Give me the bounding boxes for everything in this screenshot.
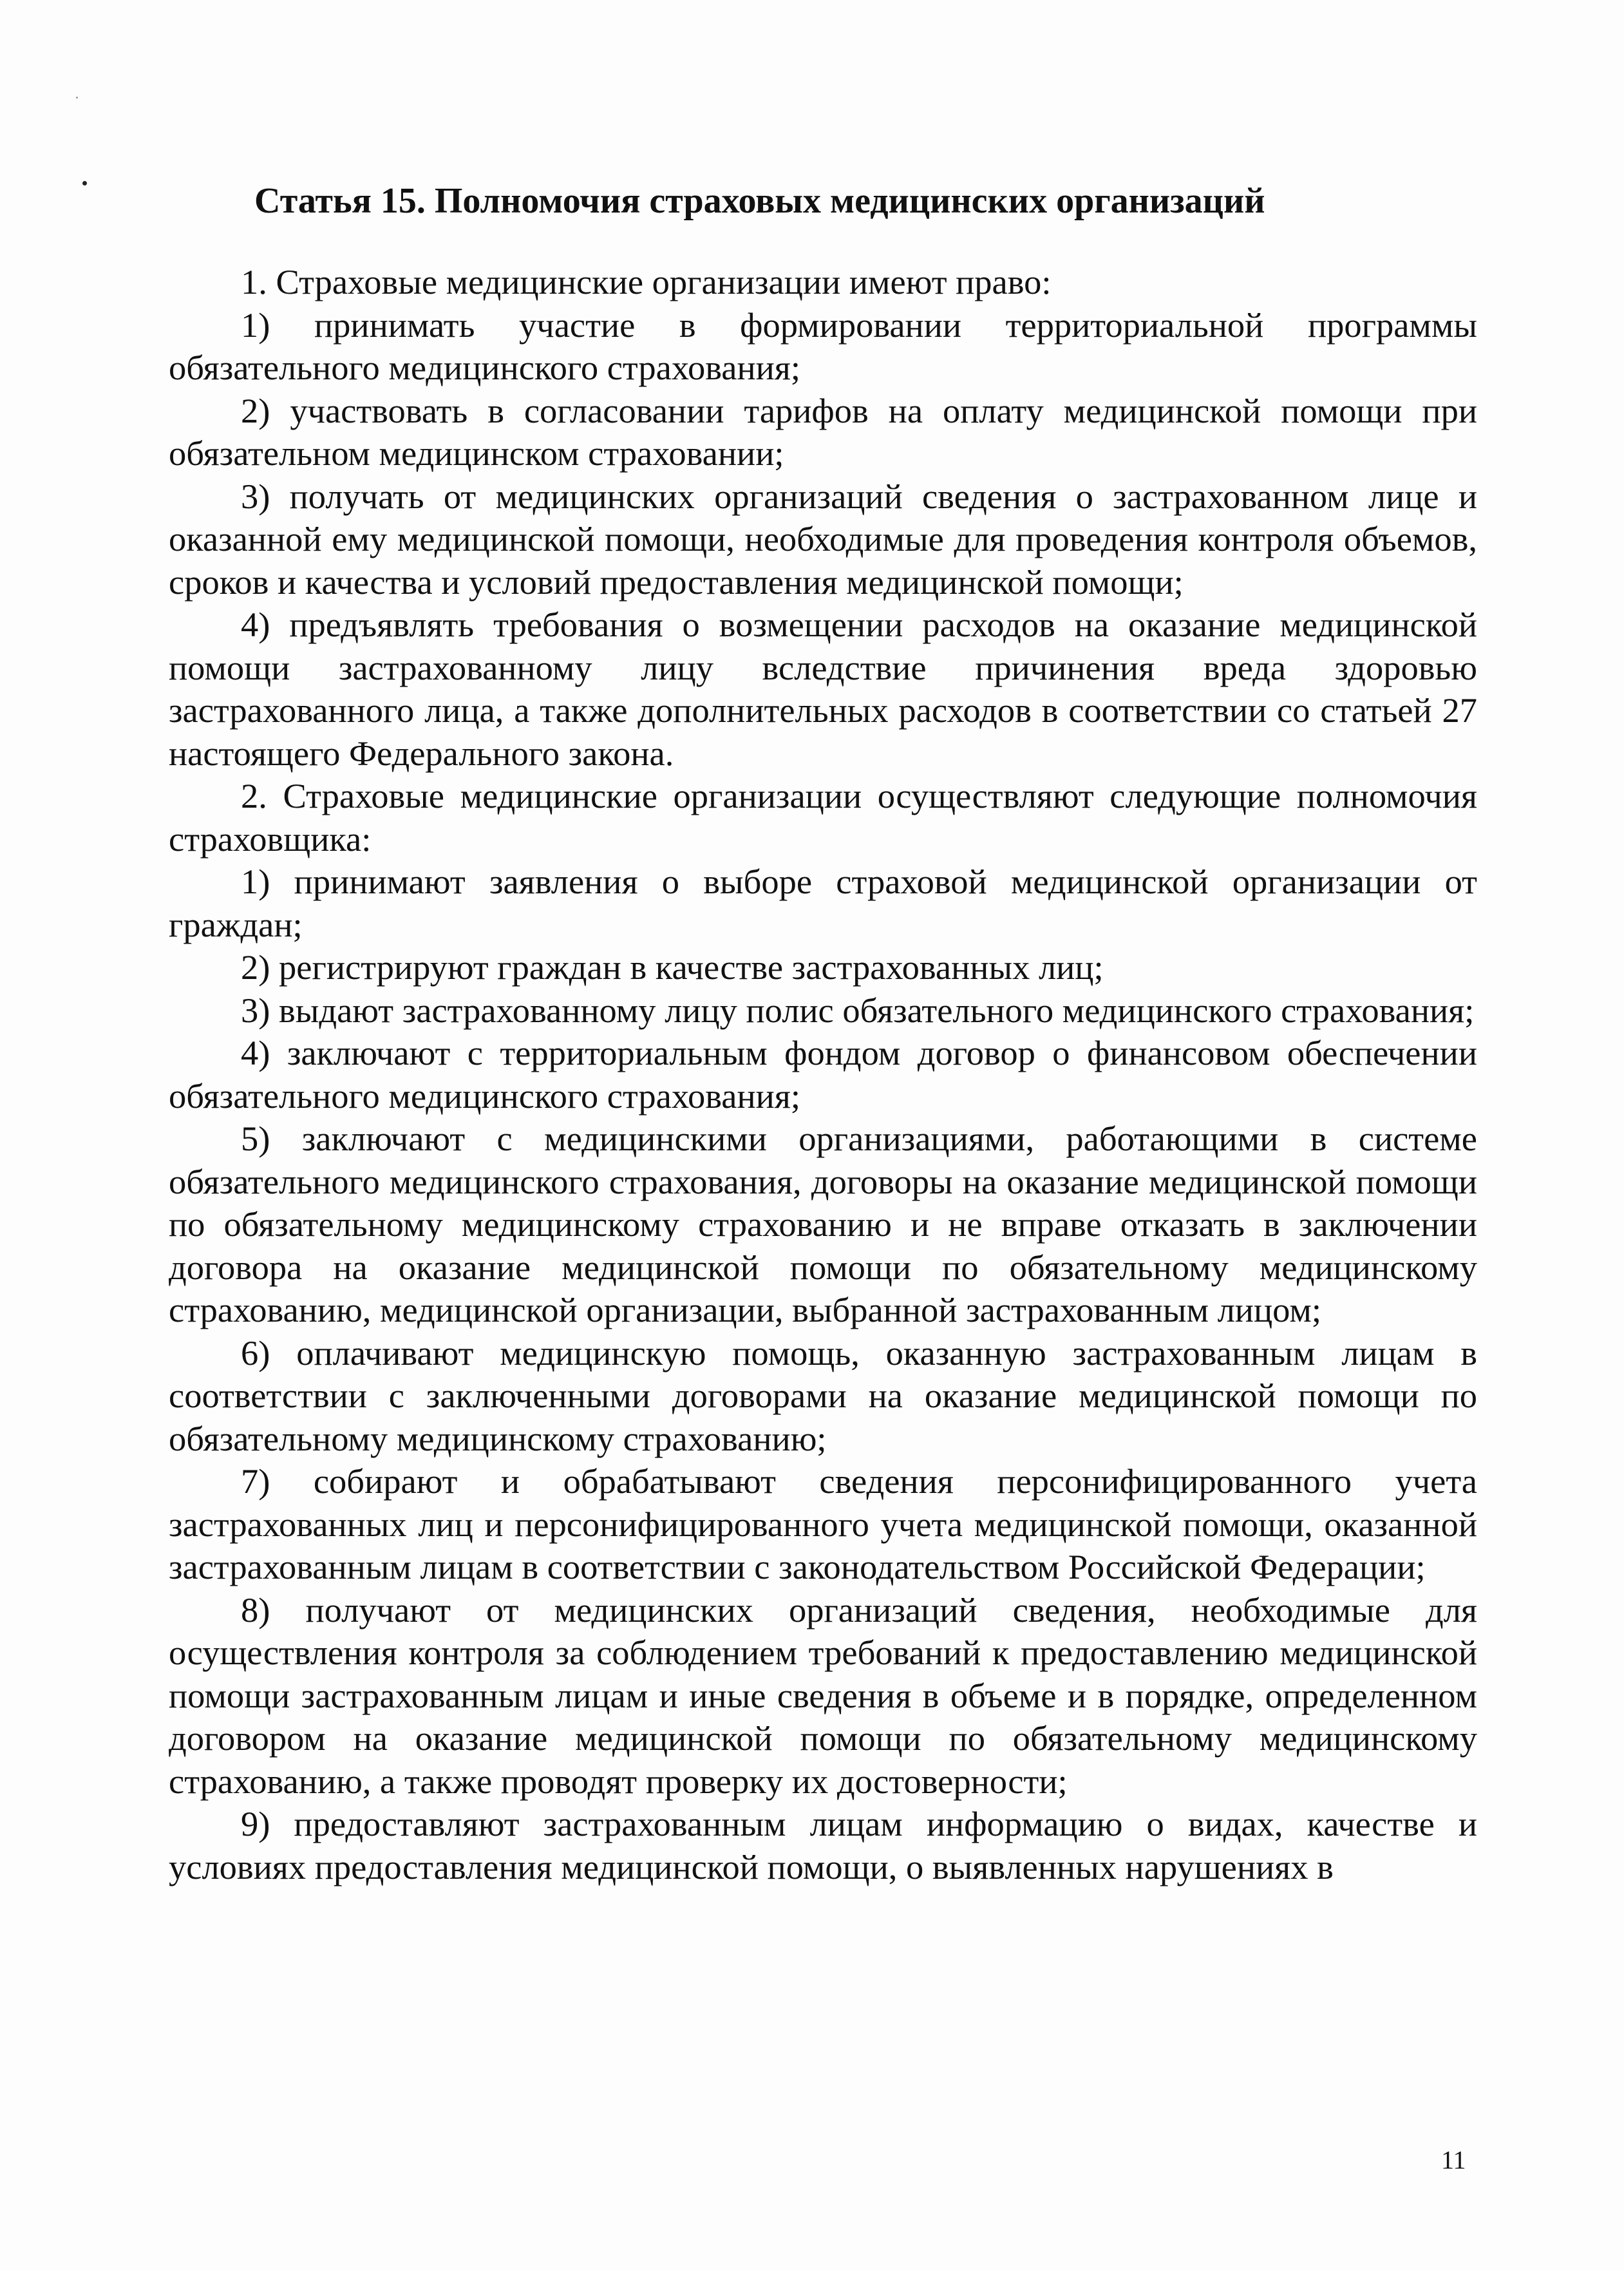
paragraph-right-2: 2) участвовать в согласовании тарифов на оплату медицинской помощи при обязательном медицинском страховании; (169, 390, 1477, 473)
paragraph-powers-intro: 2. Страховые медицинские организации осуществляют следующие полномочия страховщика: (169, 776, 1477, 859)
article-heading: Статья 15. Полномочия страховых медицинских организаций (254, 181, 1265, 221)
paragraph-power-3: 3) выдают застрахованному лицу полис обязательного медицинского страхования; (241, 990, 1475, 1030)
paragraph-power-2: 2) регистрируют граждан в качестве застрахованных лиц; (241, 947, 1104, 987)
paragraph-power-9: 9) предоставляют застрахованным лицам информацию о видах, качестве и условиях предоставления медицинской помощи, о выявленных нарушениях в (169, 1804, 1477, 1886)
paragraph-rights-intro: 1. Страховые медицинские организации имеют право: (241, 262, 1052, 301)
scan-speck (82, 181, 87, 185)
paragraph-right-3: 3) получать от медицинских организаций сведения о застрахованном лице и оказанной ему медицинской помощи, необходимые для проведения контроля объемов, сроков и качества и условий предоставления медицинской помощи; (169, 476, 1477, 602)
scan-speck (76, 97, 78, 99)
paragraph-right-4: 4) предъявлять требования о возмещении расходов на оказание медицинской помощи застрахованному лицу вследствие причинения вреда здоровью застрахованного лица, а также дополнительных расходов в соответствии со статьей 27 настоящего Федерального закона. (169, 605, 1477, 773)
paragraph-power-8: 8) получают от медицинских организаций сведения, необходимые для осуществления контроля за соблюдением требований к предоставлению медицинской помощи застрахованным лицам и иные сведения в объеме и в порядке, определенном договором на оказание медицинской помощи по обязательному медицинскому страхованию, а также проводят проверку их достоверности; (169, 1590, 1477, 1801)
paragraph-power-4: 4) заключают с территориальным фондом договор о финансовом обеспечении обязательного медицинского страхования; (169, 1033, 1477, 1116)
paragraph-power-5: 5) заключают с медицинскими организациями, работающими в системе обязательного медицинского страхования, договоры на оказание медицинской помощи по обязательному медицинскому страхованию и не вправе отказать в заключении договора на оказание медицинской помощи по обязательному медицинскому страхованию, медицинской организации, выбранной застрахованным лицом; (169, 1119, 1477, 1329)
article-body (169, 261, 1477, 1888)
paragraph-power-1: 1) принимают заявления о выборе страховой медицинской организации от граждан; (169, 862, 1477, 944)
page-number: 11 (1441, 2145, 1466, 2174)
paragraph-right-1: 1) принимать участие в формировании территориальной программы обязательного медицинского страхования; (169, 305, 1477, 387)
paragraph-power-6: 6) оплачивают медицинскую помощь, оказанную застрахованным лицам в соответствии с заключенными договорами на оказание медицинской помощи по обязательному медицинскому страхованию; (169, 1333, 1477, 1458)
paragraph-power-7: 7) собирают и обрабатывают сведения персонифицированного учета застрахованных лиц и персонифицированного учета медицинской помощи, оказанной застрахованным лицам в соответствии с законодательством Российской Федерации; (169, 1461, 1477, 1586)
